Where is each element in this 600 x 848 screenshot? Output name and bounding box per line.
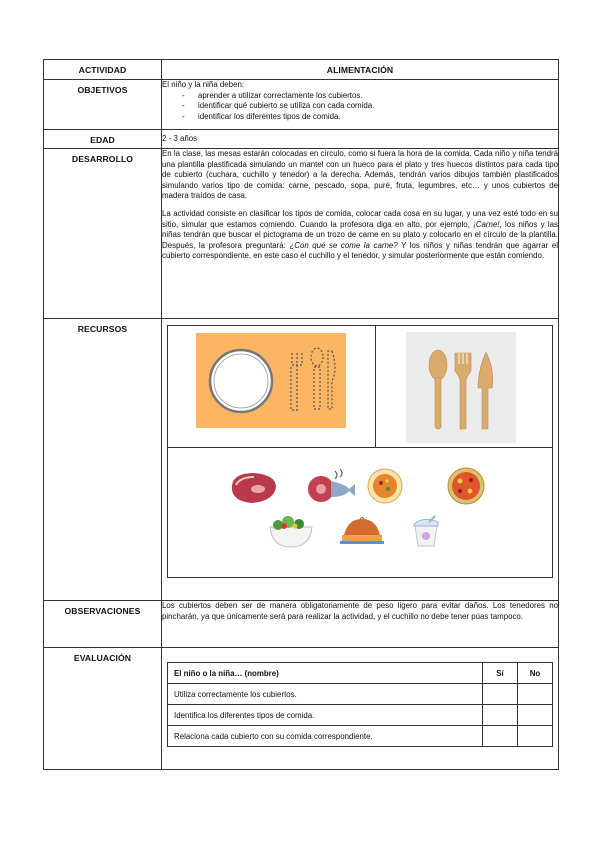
- paella-icon: [446, 466, 486, 506]
- recursos-label: RECURSOS: [44, 319, 162, 601]
- evaluation-criterion: Relaciona cada cubierto con su comida correspondiente.: [168, 726, 483, 747]
- recursos-content: [162, 319, 559, 601]
- activity-sheet: [43, 59, 559, 770]
- no-checkbox-cell[interactable]: [518, 726, 553, 747]
- table-row: [168, 705, 553, 726]
- desarrollo-content: [162, 149, 559, 319]
- desarrollo-text: Y los niños y niñas tendrán que agarrar el cubierto correspondiente, en este caso el cuchillo y el tenedor, y simular posteriormente que están comiendo.: [162, 240, 558, 261]
- table-row: [168, 684, 553, 705]
- fish-icon: [305, 467, 357, 507]
- meat-icon: [228, 471, 278, 505]
- desarrollo-emphasis: ¿Con qué se come la carne?: [289, 240, 398, 250]
- no-checkbox-cell[interactable]: [518, 684, 553, 705]
- desarrollo-paragraph-1: En la clase, las mesas estarán colocadas en círculo, como si fuera la hora de la comida. Cada niño y niña tendrá una plantilla plastificada simulando un mantel con un hueco para el plato y tres huecos distintos para cada tipo de cubierto (cuchara, cuchillo y tenedor) a la derecha. Además, tendrán varios dibujos también plastificados simulando varios tipo de comida: carne, pescado, sopa, puré, fruta, legumbres, etc… y unos cubiertos de madera traídos de casa.: [162, 149, 558, 201]
- salad-icon: [268, 513, 314, 549]
- desarrollo-emphasis: ¡Carne!: [473, 219, 500, 229]
- evaluation-header-no: No: [518, 663, 553, 684]
- evaluation-criterion: Identifica los diferentes tipos de comida.: [168, 705, 483, 726]
- objetivo-item: - identificar qué cubierto se utiliza con cada comida.: [182, 101, 558, 112]
- objetivos-list: [162, 91, 558, 123]
- yogurt-icon: [411, 514, 443, 548]
- objetivos-label: OBJETIVOS: [44, 80, 162, 130]
- evaluation-criterion: Utiliza correctamente los cubiertos.: [168, 684, 483, 705]
- objetivos-intro: El niño y la niña deben:: [162, 80, 245, 89]
- evaluacion-label: EVALUACIÓN: [44, 648, 162, 770]
- desarrollo-text: , los niños y las niñas tendrán que buscar el pictograma de un trozo de carne en su plato y colocarlo en el círculo de la plantilla. Después, la profesora preguntará:: [162, 219, 559, 250]
- header-activity-name: ALIMENTACIÓN: [162, 60, 559, 80]
- objetivos-content: [162, 80, 559, 130]
- observaciones-text: Los cubiertos deben ser de manera obligatoriamente de peso ligero para evitar daños. Los tenedores no pincharán, ya que únicamente será para realizar la actividad, y el cuchillo no debe tener púas tampoco.: [162, 601, 559, 648]
- evaluation-table: [167, 662, 553, 747]
- edad-value: 2 - 3 años: [162, 130, 559, 149]
- pie-icon: [340, 517, 384, 547]
- desarrollo-paragraph-2: [162, 209, 558, 262]
- soup-icon: [366, 467, 404, 505]
- table-row: [168, 726, 553, 747]
- header-activity-label: ACTIVIDAD: [44, 60, 162, 80]
- wooden-cutlery-image: [406, 332, 516, 443]
- observaciones-label: OBSERVACIONES: [44, 601, 162, 648]
- objetivo-item: - identificar los diferentes tipos de comida.: [182, 112, 558, 123]
- yes-checkbox-cell[interactable]: [483, 705, 518, 726]
- desarrollo-text: La actividad consiste en clasificar los tipos de comida, colocar cada cosa en su lugar, y una vez esté todo en su sitio, simular que estamos comiendo. Cuando la profesora diga en alto, por ejemplo,: [162, 208, 558, 229]
- no-checkbox-cell[interactable]: [518, 705, 553, 726]
- objetivo-item: - aprender a utilizar correctamente los cubiertos.: [182, 91, 558, 102]
- placemat-template-image: [196, 333, 346, 428]
- desarrollo-label: DESARROLLO: [44, 149, 162, 319]
- resources-image-grid: [167, 325, 553, 578]
- evaluacion-content: [162, 648, 559, 770]
- evaluation-header-yes: Sí: [483, 663, 518, 684]
- yes-checkbox-cell[interactable]: [483, 726, 518, 747]
- edad-label: EDAD: [44, 130, 162, 149]
- evaluation-header-name: El niño o la niña… (nombre): [168, 663, 483, 684]
- yes-checkbox-cell[interactable]: [483, 684, 518, 705]
